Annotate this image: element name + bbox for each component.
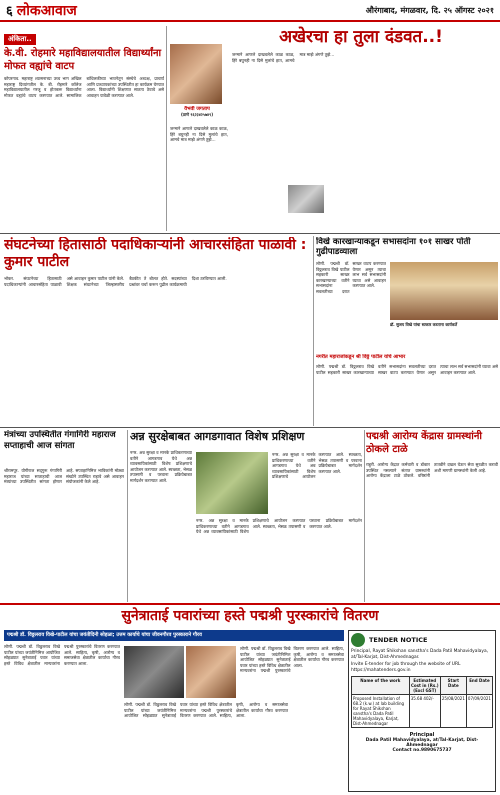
story6-body-side: लोणी. पद्मश्री डॉ. विठ्ठलराव विखे पाटील यांच्या जयंतीनिमित्त आयोजित सोहळ्यात सुनेत्राताई पवार यांच्या हस्ते विविध क्षेत्रातील मान्यवरांना पद्मश्री पुरस्कारांचे वितरण करण्यात आले. साहित्य, कृषी, आरोग्य व समाजसेवा क्षेत्रातील कार्याचा गौरव करण्यात आला. [240,646,344,674]
tender-signature-title: Principal [409,732,435,739]
poem-lines: जन्माने आणले दाखवलेले काळ काळ, हिरे बघुनही ना दिसे मुलांचे हात, आमचे मात्र माझे अंगणे तुझे... [170,126,228,143]
tender-signature-org: Dada Patil Mahavidyalaya, at/Tal-Karjat, Dist-Ahmednagar [365,738,479,749]
tender-header [351,633,493,647]
tender-contact: Contact no.9890675737 [392,748,452,754]
tender-work: Proposed Installation of 68.2 (k.w.) at lab building for Rayat Shikshan sanstha's Dada Patil Mahavidyalaya, Karjat, Dist-Ahmednagar [352,695,410,728]
story6-subhead-box [4,630,344,641]
tender-start: 25/08/2021 [440,695,466,728]
brief-section-label: अंकिता.. [4,34,36,45]
story4-headline: अन्न सुरक्षेबाबत आगडगावात विशेष प्रशिक्षण [130,430,305,443]
masthead [0,0,500,22]
story3-body: श्रीरामपूर. योगीराज सद्‌गुरू गंगागिरी महाराज यांच्या सप्ताहाची आज मंत्र्यांच्या उपस्थितीत सांगता होणार आहे. सप्ताहानिमित्त भाविकांनी मोठ्या संख्येने उपस्थित राहावे असे आवाहन संयोजकांनी केले आहे. [4,468,124,485]
story2-body: लोणी. पद्मश्री डॉ. विठ्ठलराव विखे पाटील सहकारी साखर कारखान्याच्या वतीने सभासदांना सवलतीच्या दरात साखर वाटप करण्यात येणार असून त्याचा लाभ सर्व सभासदांनी घ्यावा असे आवाहन करण्यात आले. [316,261,386,294]
tender-cost: 35.68 402/- [409,695,440,728]
divider-1 [0,233,500,234]
story6-photo-2 [186,646,236,698]
story1-body: भोकर. संघटनेच्या हितासाठी पदाधिकाऱ्यांनी आचारसंहिता पाळावी असे आवाहन कुमार पाटील यांनी केले. शिक्षक संघटनेच्या जिल्हास्तरीय बैठकीत ते बोलत होते. सदस्यांच्या प्रश्नांवर चर्चा करून पुढील कार्यक्रमाची दिशा ठरविण्यात आली. [4,276,227,287]
institution-logo-icon [351,633,365,647]
masthead-left [6,1,77,20]
story4-photo [196,452,268,514]
story4-body-more: नगर. अन्न सुरक्षा व मानके प्राधिकरणाच्या वतीने आगडगाव येथे अन्न व्यावसायिकांसाठी विशेष प्रशिक्षणाचे आयोजन करण्यात आले. स्वच्छता, भेसळ तपासणी व परवाना प्रक्रियेबाबत मार्गदर्शन करण्यात आले. [196,518,362,535]
poem-title: अखेरचा हा तुला दंडवत..! [279,27,443,47]
story5-headline: पद्मश्री आरोग्य केंद्रास ग्रामस्थांनी ठोकले टाळे [366,431,482,455]
divider-2 [0,427,500,428]
author-caption [168,106,226,124]
tender-invite: Invite E-tender for job through the website of URL https://mahatenders.gov.in [351,662,461,673]
banner-caption-box [316,354,498,363]
tender-title: TENDER NOTICE [369,636,428,644]
paper-logo: लोकआवाज [16,2,77,19]
tender-col-work: Name of the work [352,677,410,695]
divider-3 [0,603,500,605]
tender-signature [351,732,493,753]
brief-story [4,26,164,231]
story6-body: लोणी. पद्मश्री डॉ. विठ्ठलराव विखे पाटील यांच्या जयंतीनिमित्त आयोजित सोहळ्यात सुनेत्राताई पवार यांच्या हस्ते विविध क्षेत्रातील मान्यवरांना पद्मश्री पुरस्कारांचे वितरण करण्यात आले. साहित्य, कृषी, आरोग्य व समाजसेवा क्षेत्रातील कार्याचा गौरव करण्यात आला. [4,644,120,666]
banner-caption: नगरीत महाराजांकडून श्री विठ्ठे पाटील यांचे आभार [316,354,406,360]
author-photo [170,44,222,104]
tender-col-start: Start Date [440,677,466,695]
story4-headline-box [130,430,362,448]
edition-date: औरंगाबाद, मंगळवार, दि. २५ ऑगस्ट २०२१ [365,5,494,15]
column-rule-1 [166,26,167,231]
story2-caption-box [390,322,498,332]
story1-headline-box [4,237,312,273]
poem-title-box [225,26,497,50]
story6-subhead: पद्मश्री डॉ. विठ्ठलराव विखे-पाटील यांचा जयंतीदिनी सोहळा; उत्तम कार्याचे यांचा जीवनगौरव पुरस्काराने गौरव [7,632,202,638]
story5-headline-box [366,430,498,460]
story3-headline: मंत्रांच्या उपस्थितीत गंगागिरी महाराज सप्ताहाची आज सांगता [4,430,116,451]
story1-headline: संघटनेच्या हितासाठी पदाधिकाऱ्यांनी आचारसंहिता पाळावी : कुमार पाटील [4,237,307,270]
story2-photo [390,262,498,320]
tender-table-row [352,695,493,728]
story5-body: राहुरी. आरोग्य केंद्रात कर्मचारी व डॉक्टर उपस्थित नसल्याने संतप्त ग्रामस्थांनी आरोग्य केंद्राला टाळे ठोकले. वरिष्ठांनी तातडीने दखल घेऊन सेवा सुरळीत करावी अशी मागणी ग्रामस्थांनी केली आहे. [366,462,498,479]
brief-body: कोपरगाव. महाराष्ट्र श्यासनाच्या उच्च भाग अखिल महाराष्ट्र दिव्यांगतील के. बी. रोहमारे कॉलेज महाविद्यालयातील गरजू व होतकरू विद्यार्थ्यांना मोफत वह्यांचे वाटप करण्यात आले. सामाजिक बांधिलकीच्या भावनेतून संस्थेचे अध्यक्ष, प्राचार्य आणि प्राध्यापकांच्या उपस्थितीत हा कार्यक्रम घेण्यात आला. विद्यार्थ्यांनी शिक्षणात सातत्य ठेवावे असे आवाहन यावेळी करण्यात आले. [4,76,164,98]
story6-body-more: लोणी. पद्मश्री डॉ. विठ्ठलराव विखे पाटील यांच्या जयंतीनिमित्त आयोजित सोहळ्यात सुनेत्राताई पवार यांच्या हस्ते विविध क्षेत्रातील मान्यवरांना पद्मश्री पुरस्कारांचे वितरण करण्यात आले. साहित्य, कृषी, आरोग्य व समाजसेवा क्षेत्रातील कार्याचा गौरव करण्यात आला. [124,702,288,719]
story3-headline-box [4,430,124,466]
tender-table [351,676,493,728]
tender-col-cost: Estimated Cost in (Rs.) (Excl GST) [410,678,439,694]
poem-body: जन्माने आणले दाखवलेले काळ काळ, हिरे बघुनही ना दिसे मुलांचे हात, आमचे मात्र माझे अंगणे तुझे... [232,52,335,63]
story4-body: नगर. अन्न सुरक्षा व मानके प्राधिकरणाच्या वतीने आगडगाव येथे अन्न व्यावसायिकांसाठी विशेष प्रशिक्षणाचे आयोजन करण्यात आले. स्वच्छता, भेसळ तपासणी व परवाना प्रक्रियेबाबत मार्गदर्शन करण्यात आले. [130,450,192,483]
brief-headline: के.वी. रोहमारे महाविद्यालयातील विद्यार्थ्यांना मोफत वह्यांचे वाटप [4,48,162,72]
story4-body-side: नगर. अन्न सुरक्षा व मानके प्राधिकरणाच्या वतीने आगडगाव येथे अन्न व्यावसायिकांसाठी विशेष प्रशिक्षणाचे आयोजन करण्यात आले. स्वच्छता, भेसळ तपासणी व परवाना प्रक्रियेबाबत मार्गदर्शन करण्यात आले. [272,452,362,480]
story2-body-more: लोणी. पद्मश्री डॉ. विठ्ठलराव विखे पाटील सहकारी साखर कारखान्याच्या वतीने सभासदांना सवलतीच्या दरात साखर वाटप करण्यात येणार असून त्याचा लाभ सर्व सभासदांनी घ्यावा असे आवाहन करण्यात आले. [316,364,498,375]
poem-photo [288,185,324,213]
story2-headline: विखे कारखान्याकडून सभासदांना १०१ साखर पोती गुढीपाडव्याला [316,237,471,257]
column-rule-2 [313,236,314,426]
tender-end: 07/09/2021 [466,695,492,728]
tender-intro: Principal, Rayat Shikshan sanstha's Dada Patil Mahavidyalaya, at/Tal-Karjat, Dist-Ahmednagar. [351,649,489,660]
story2-caption: डॉ. सुजय विखे यांचा सत्कार करताना कार्यकर्ते [390,322,458,327]
tender-col-end: End Date [466,677,492,695]
column-rule-4 [364,430,365,602]
author-detail: (ठाणे ९६२३४२५७४९) [180,112,214,117]
tender-notice [348,630,496,792]
tender-table-header [352,677,493,695]
column-rule-3 [127,430,128,602]
story6-headline: सुनेत्राताई पवारांच्या हस्ते पद्मश्री पुरस्कारांचे वितरण [121,608,379,624]
story2-headline-box [316,237,498,259]
story6-headline-box [4,606,496,628]
story6-photo-1 [124,646,184,698]
author-name: वैभवी जगताप [184,106,210,112]
page-number: ६ [6,4,13,19]
